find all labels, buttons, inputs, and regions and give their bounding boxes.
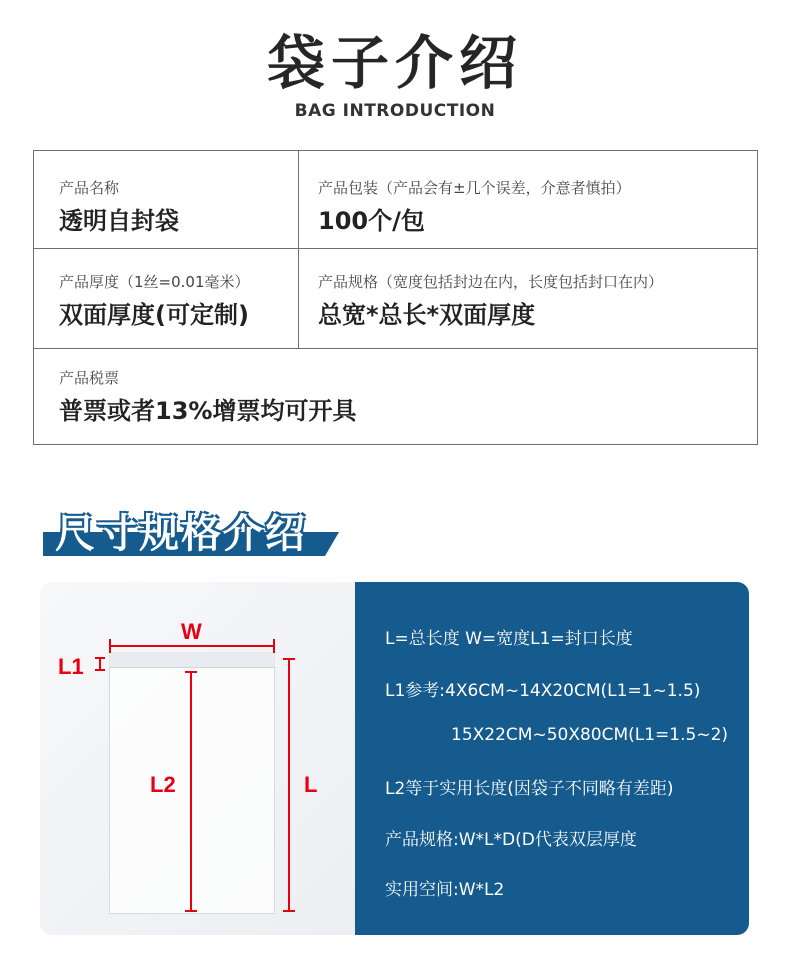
spec-text-area — [355, 582, 749, 935]
bag-seal-strip — [109, 652, 275, 668]
spec-line-4: L2等于实用长度(因袋子不同略有差距) — [385, 779, 674, 799]
product-spec-value: 总宽*总长*双面厚度 — [318, 301, 536, 329]
product-thickness-value: 双面厚度(可定制) — [59, 301, 249, 329]
page-title: 袋子介绍 — [266, 29, 523, 97]
seal-length-tick — [95, 669, 105, 671]
spec-line-5: 产品规格:W*L*D(D代表双层厚度 — [385, 830, 637, 850]
cell-product-name — [34, 151, 298, 248]
seal-length-tick — [95, 657, 105, 659]
product-info-table — [33, 150, 758, 445]
product-package-label: 产品包装（产品会有±几个误差，介意者慎拍） — [318, 179, 631, 197]
usable-length-tick — [185, 910, 197, 912]
spec-line-2: L1参考:4X6CM~14X20CM(L1=1~1.5) — [385, 681, 701, 701]
spec-line-3: 15X22CM~50X80CM(L1=1.5~2) — [451, 725, 729, 745]
usable-length-tick — [185, 671, 197, 673]
usable-length-label: L2 — [150, 772, 176, 797]
width-dimension-tick — [109, 639, 111, 653]
total-length-tick — [283, 658, 295, 660]
product-package-value: 100个/包 — [318, 207, 425, 235]
product-thickness-label: 产品厚度（1丝=0.01毫米） — [59, 273, 250, 291]
width-dimension-tick — [273, 639, 275, 653]
product-spec-label: 产品规格（宽度包括封边在内，长度包括封口在内） — [318, 273, 664, 291]
page-subtitle: BAG INTRODUCTION — [294, 101, 496, 121]
product-tax-value: 普票或者13%增票均可开具 — [59, 397, 357, 425]
total-length-label: L — [304, 772, 318, 797]
usable-length-line — [190, 671, 192, 912]
total-length-line — [288, 658, 290, 912]
cell-product-spec — [299, 249, 759, 348]
section-title: 尺寸规格介绍 — [55, 511, 307, 557]
spec-line-1: L=总长度 W=宽度L1=封口长度 — [385, 629, 633, 649]
width-label: W — [181, 619, 202, 644]
total-length-tick — [283, 910, 295, 912]
product-name-value: 透明自封袋 — [59, 207, 179, 235]
cell-product-thickness — [34, 249, 298, 348]
width-dimension-line — [109, 645, 275, 647]
cell-product-tax — [34, 349, 759, 445]
section-header-bar-tail — [325, 532, 339, 556]
bag-outline — [109, 652, 275, 914]
spec-line-6: 实用空间:W*L2 — [385, 880, 505, 900]
product-name-label: 产品名称 — [59, 179, 120, 197]
product-tax-label: 产品税票 — [59, 369, 120, 387]
seal-length-label: L1 — [58, 654, 84, 679]
cell-product-package — [299, 151, 759, 248]
